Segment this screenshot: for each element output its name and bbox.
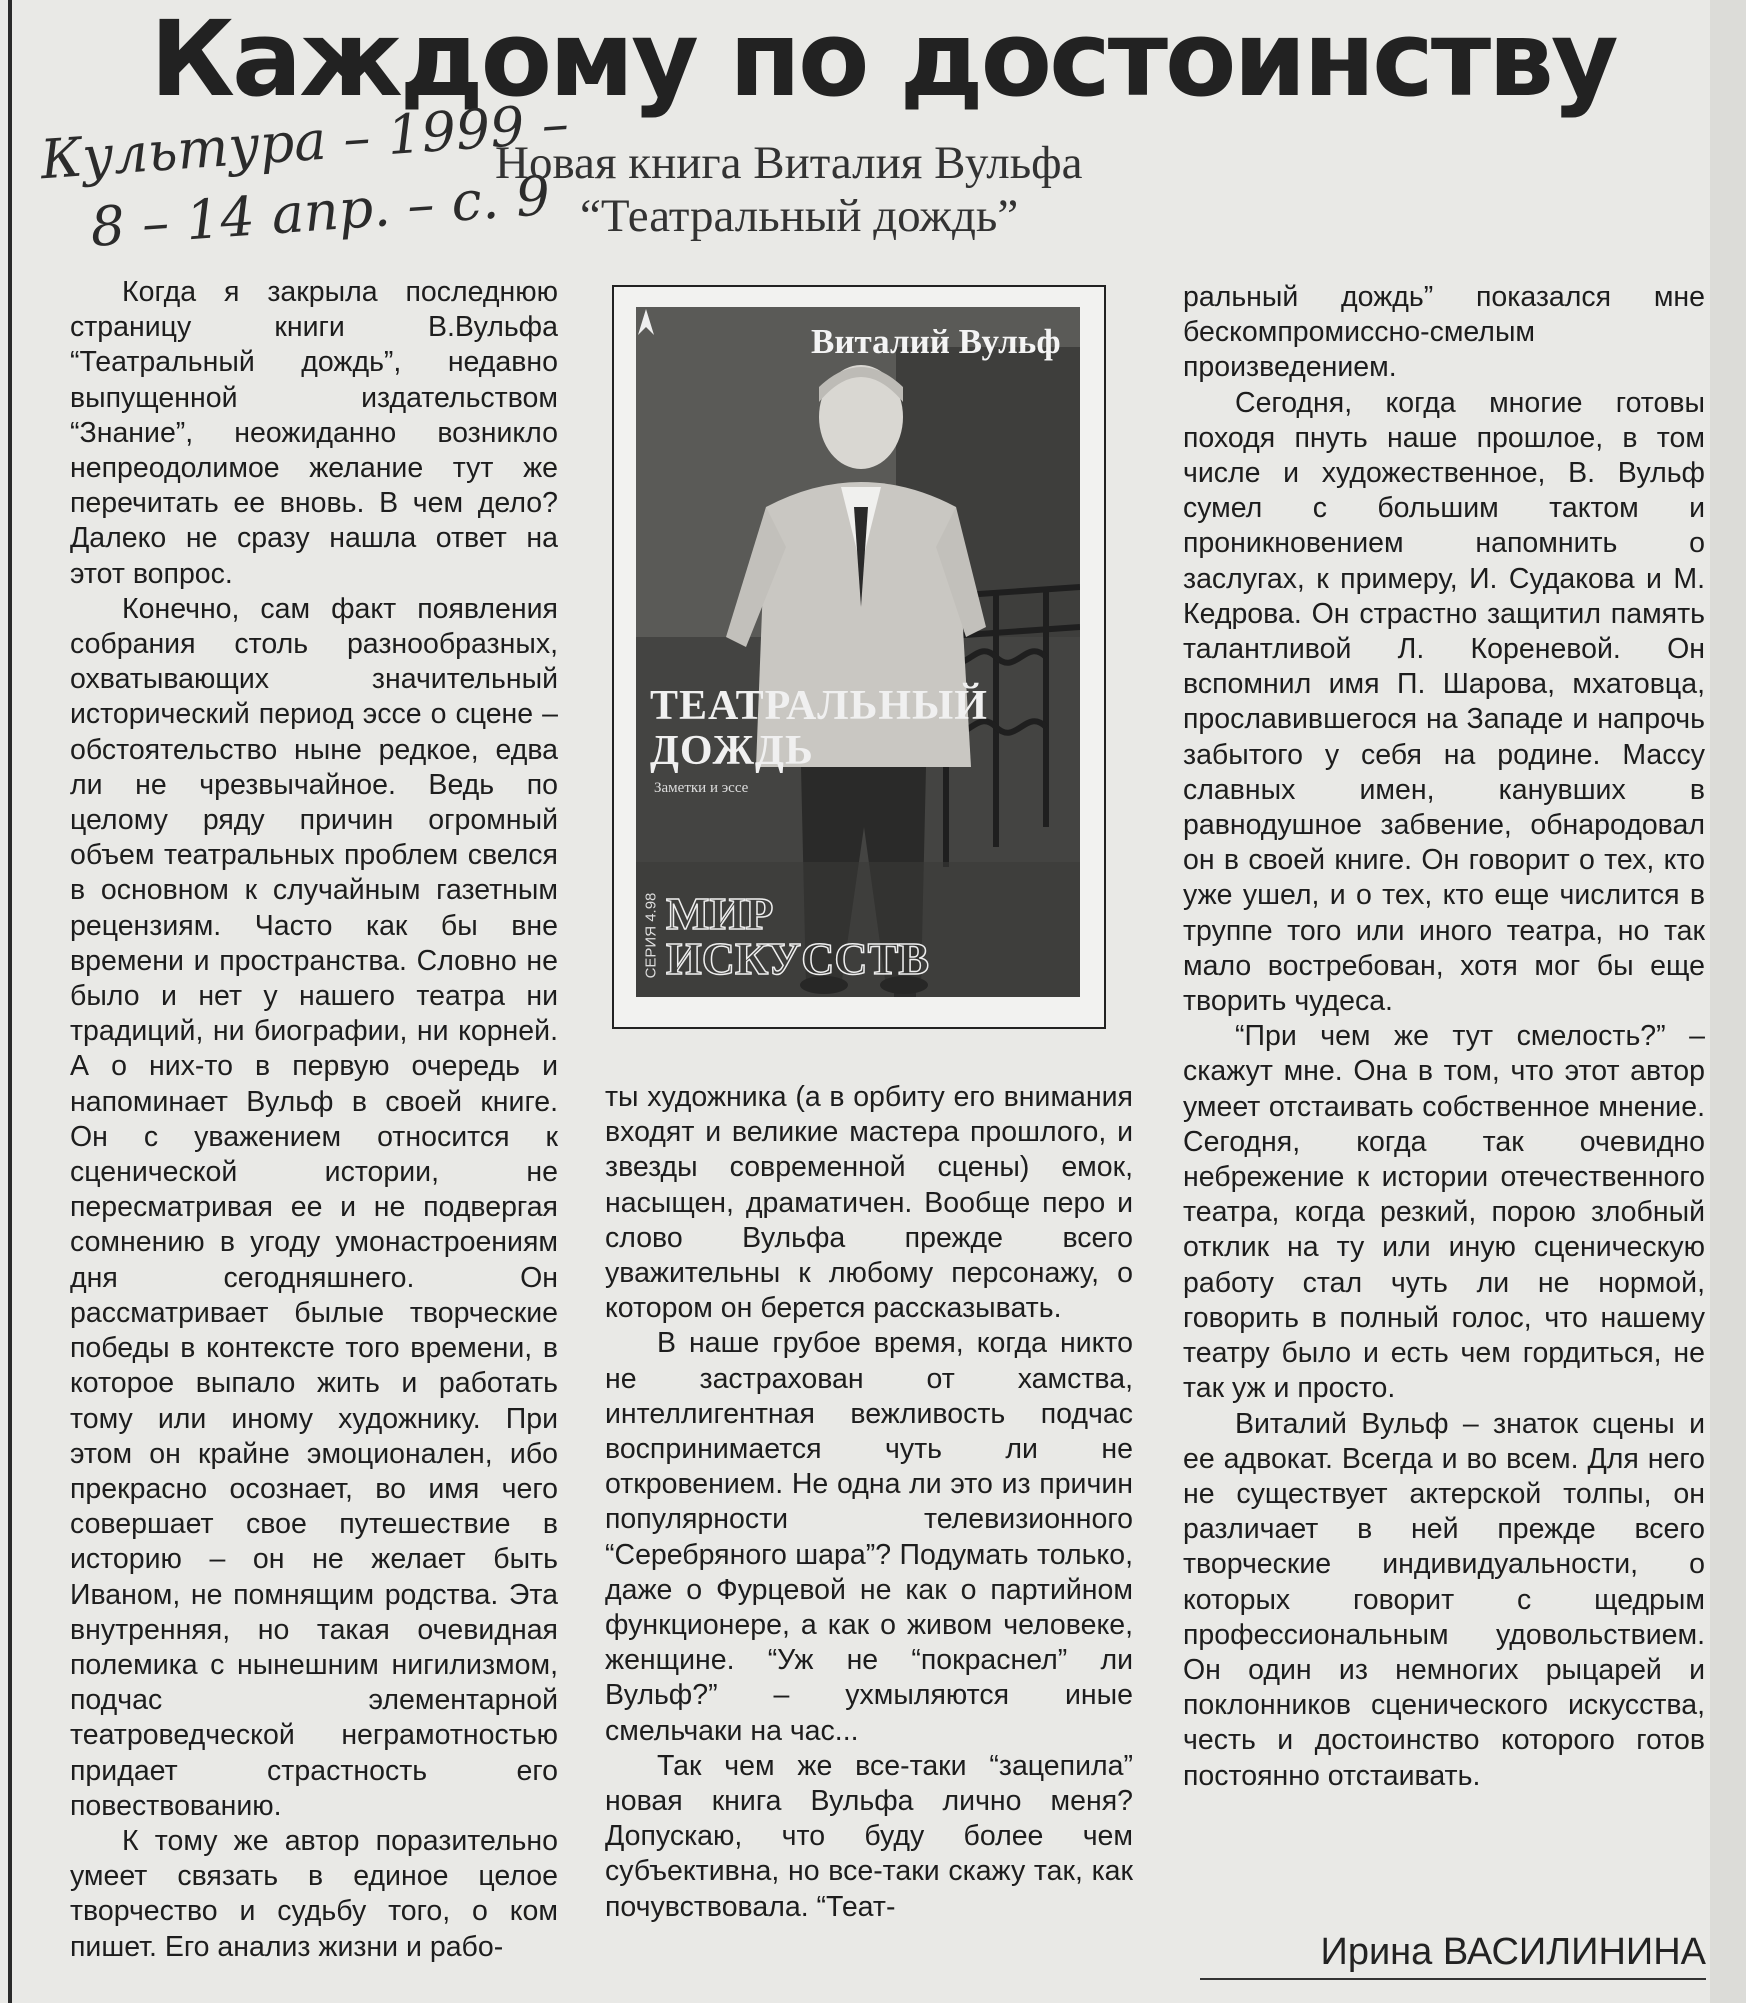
article-column-2	[605, 1080, 1133, 1925]
cover-series-number: СЕРИЯ 4.98	[642, 892, 660, 979]
paragraph: Конечно, сам факт появления собрания столь разнообразных, охватывающих значительный исторический период эссе о сцене – обстоятельство ныне редкое, едва ли не чрезвычайное. Ведь по целому ряду причин огромный объем театральных проблем свелся в основном к случайным газетным рецензиям. Часто как бы вне времени и пространства. Словно не было и нет у нашего театра ни традиций, ни биографии, ни корней. А о них-то в первую очередь и напоминает Вульф в своей книге. Он с уважением относится к сценической истории, не пересматривая ее и не подвергая сомнению в угоду умонастроениям дня сегодняшнего. Он рассматривает былые творческие победы в контексте того времени, в которое выпало жить и работать тому или иному художнику. При этом он крайне эмоционален, ибо прекрасно осознает, во имя чего совершает свое путешествие в историю – он не желает быть Иваном, не помнящим родства. Эта внутренняя, но такая очевидная полемика с нынешним нигилизмом, подчас элементарной театроведческой неграмотностью придает страстность его повествованию.	[70, 592, 558, 1822]
handwritten-source-note: Культура – 1999 –	[38, 91, 571, 192]
cover-series: ИСКУССТВ	[666, 933, 929, 984]
paragraph: “При чем же тут смелость?” – скажут мне. Она в том, что этот автор умеет отстаивать собственное мнение. Сегодня, когда так очевидно небрежение к истории отечественного театра, когда резкий, порою злобный отклик на ту или иную сценическую работу стал чуть ли не нормой, говорить в полный голос, что нашему театру было и есть чем гордиться, не так уж и просто.	[1183, 1020, 1705, 1405]
paragraph: В наше грубое время, когда никто не застрахован от хамства, интеллигентная вежливость подчас воспринимается чуть ли не откровением. Не одна ли это из причин популярности телевизионного “Серебряного шара”? Подумать только, даже о Фурцевой не как о партийном функционере, а как о живом человеке, женщине. “Уж не “покраснел” ли Вульф?” – ухмыляются иные смельчаки на час...	[605, 1327, 1133, 1747]
cover-genre: Заметки и эссе	[654, 780, 749, 796]
article-column-3	[1183, 280, 1705, 1794]
author-signature: Ирина ВАСИЛИНИНА	[1200, 1930, 1706, 1980]
cover-author: Виталий Вульф	[811, 322, 1061, 361]
column-rule	[8, 0, 12, 2003]
cover-series: МИР	[666, 888, 774, 939]
paragraph: Виталий Вульф – знаток сцены и ее адвокат. Всегда и во всем. Для него не существует актерской толпы, он различает в ней прежде всего творческие индивидуальности, о которых говорит с щедрым профессиональным удовольствием. Он один из немногих рыцарей и поклонников сценического искусства, честь и достоинство которого готов постоянно отстаивать.	[1183, 1407, 1705, 1792]
cover-title: ДОЖДЬ	[650, 728, 814, 774]
paragraph: Сегодня, когда многие готовы походя пнуть наше прошлое, в том числе и художественное, В. Вульф сумел с большим тактом и проникновением напомнить о заслугах, к примеру, И. Судакова и М. Кедрова. Он страстно защитил память талантливой Л. Кореневой. Он вспомнил имя П. Шарова, мхатовца, прославившегося на Западе и напрочь забытого у себя на родине. Массу славных имен, канувших в равнодушное забвение, обнародовал он в своей книге. Он говорит о тех, кто уже ушел, и о тех, кто еще числится в труппе того или иного театра, но так мало востребован, хотя мог бы еще творить чудеса.	[1183, 386, 1705, 1018]
cover-title: ТЕАТРАЛЬНЫЙ	[650, 683, 988, 729]
paragraph: ральный дождь” показался мне бескомпромиссно-смелым произведением.	[1183, 281, 1705, 384]
paragraph: Так чем же все-таки “зацепила” новая книга Вульфа лично меня? Допускаю, что буду более чем субъективна, но все-таки скажу так, как почувствовала. “Теат-	[605, 1749, 1133, 1923]
publisher-logo	[636, 307, 656, 337]
paragraph: К тому же автор поразительно умеет связать в единое целое творчество и судьбу того, о ком пишет. Его анализ жизни и рабо-	[70, 1824, 558, 1963]
article-column-1	[70, 275, 558, 1965]
paragraph: Когда я закрыла последнюю страницу книги В.Вульфа “Театральный дождь”, недавно выпущенной издательством “Знание”, неожиданно возникло непреодолимое желание тут же перечитать ее вновь. В чем дело? Далеко не сразу нашла ответ на этот вопрос.	[70, 276, 558, 590]
paragraph: ты художника (а в орбиту его внимания входят и великие мастера прошлого, и звезды современной сцены) емок, насыщен, драматичен. Вообще перо и слово Вульфа прежде всего уважительны к любому персонажу, о котором он берется рассказывать.	[605, 1081, 1133, 1325]
subtitle-book-title: “Театральный дождь”	[580, 190, 1019, 242]
headline: Каждому по достоинству	[150, 0, 1616, 120]
handwritten-date-note: 8 – 14 апр. – с. 9	[88, 164, 553, 259]
book-cover	[636, 307, 1080, 997]
subtitle: Новая книга Виталия Вульфа	[495, 137, 1083, 189]
adjacent-column-edge	[1710, 0, 1746, 2003]
book-cover-photo	[612, 285, 1106, 1029]
